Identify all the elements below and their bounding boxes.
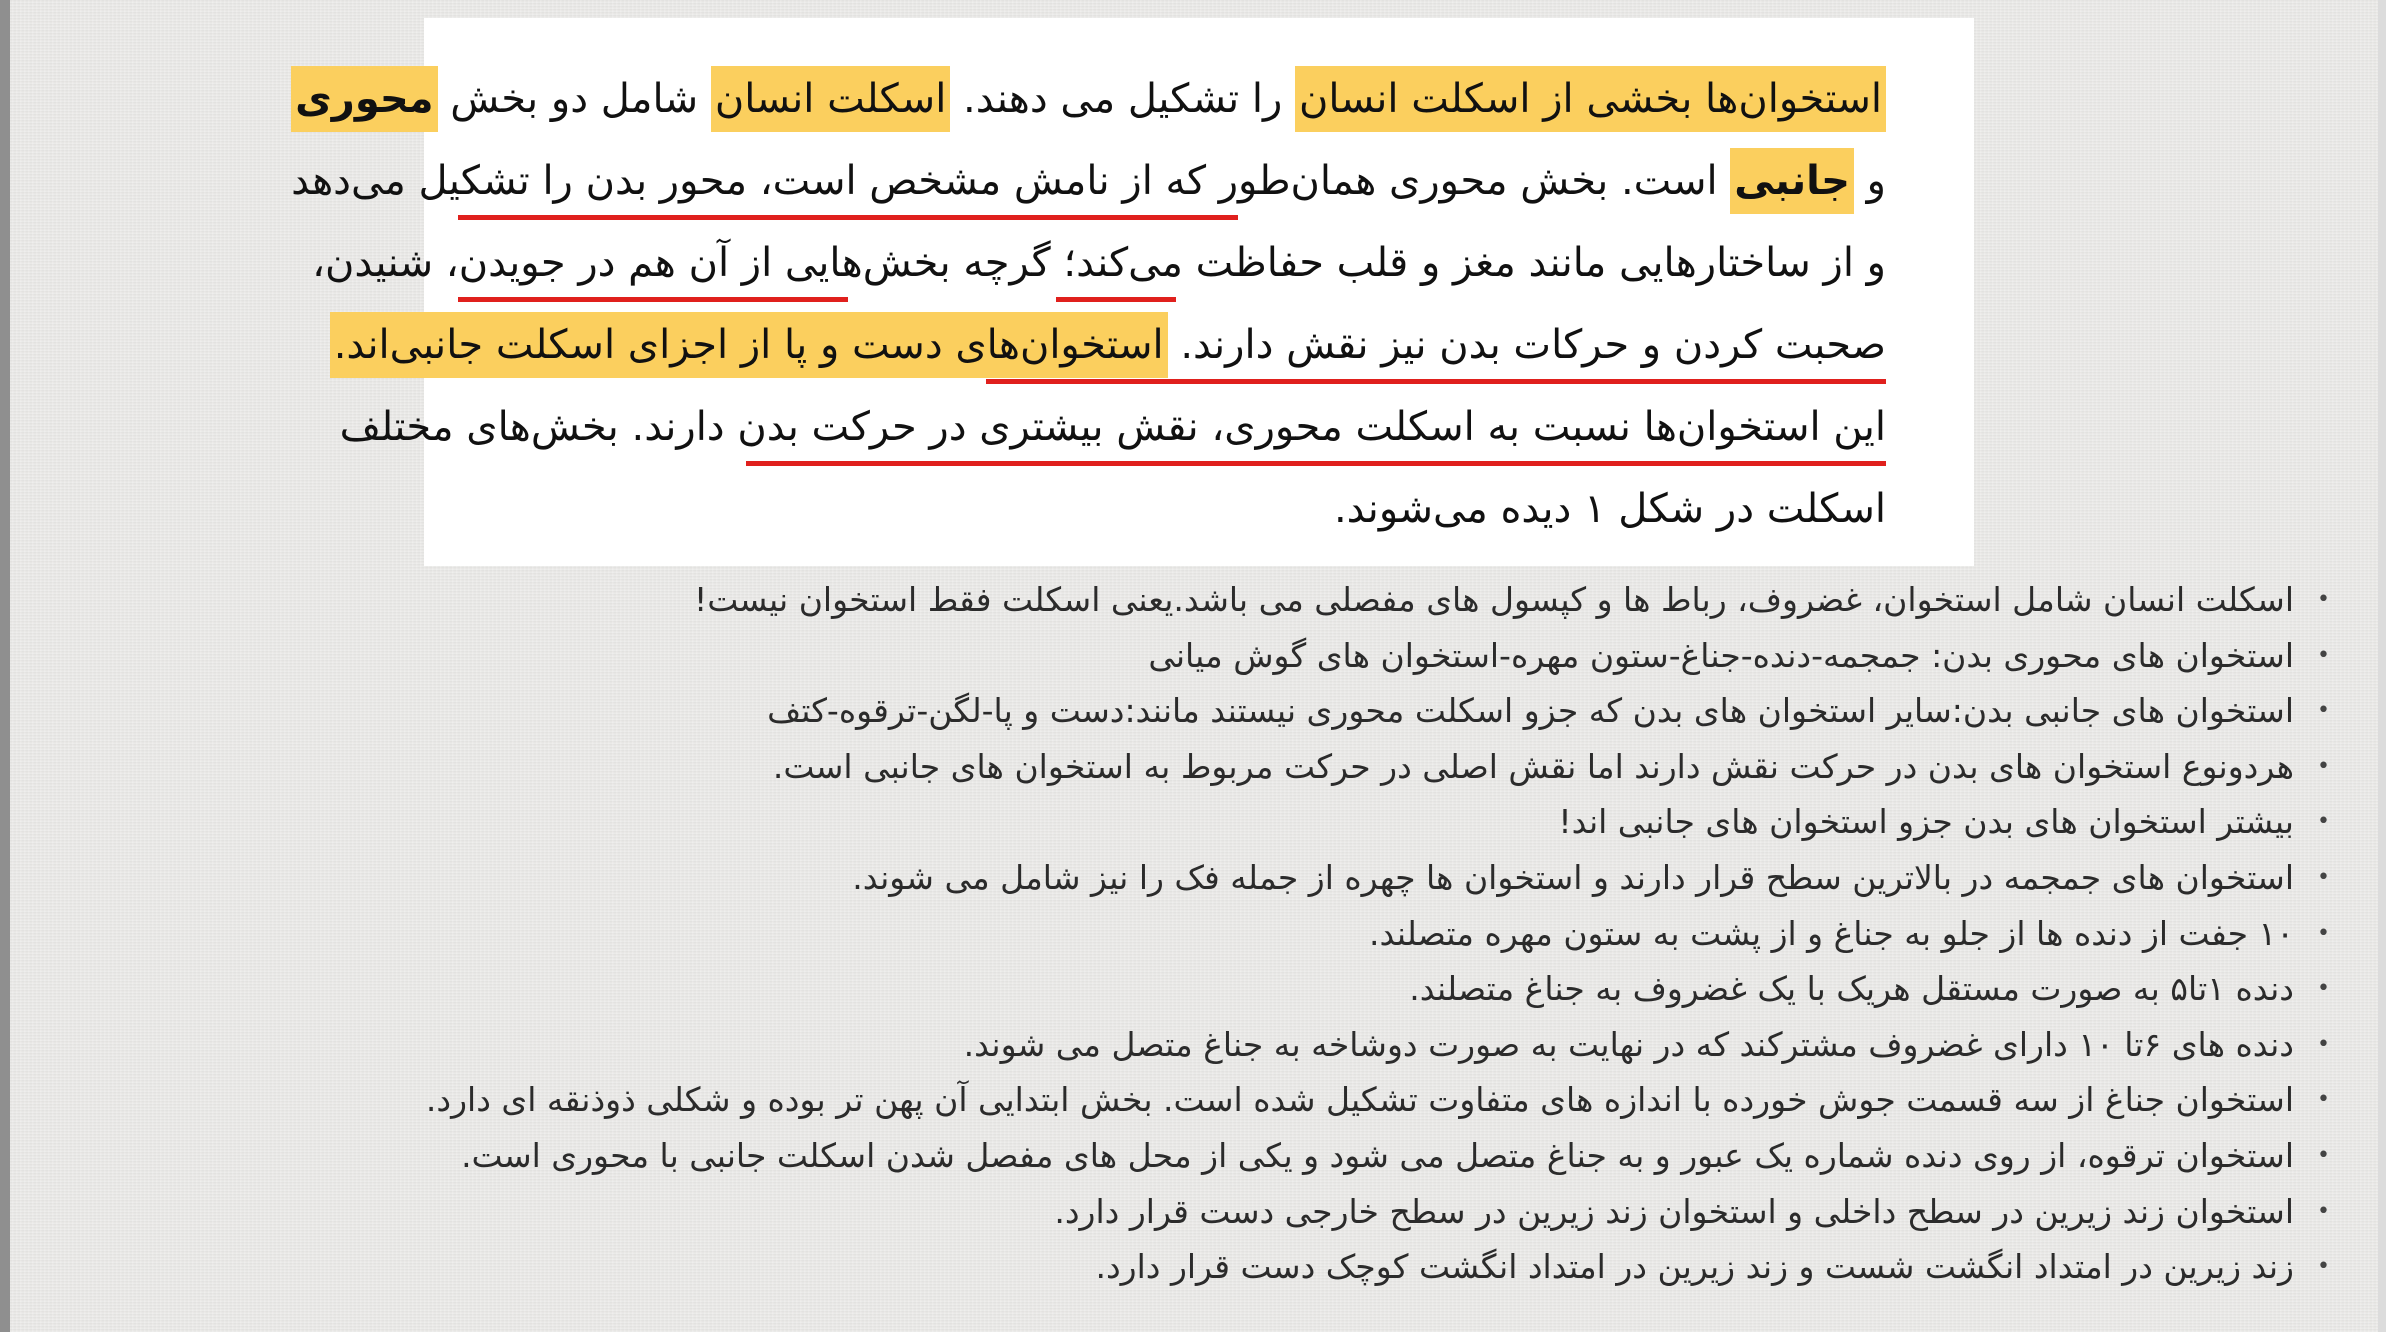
- red-underline: [1056, 297, 1176, 302]
- list-item: [200, 683, 2350, 739]
- excerpt-line-5-text: این استخوان‌ها نسبت به اسکلت محوری، نقش بیشتری در حرکت بدن دارند. بخش‌های مختلف: [339, 404, 1886, 450]
- bullet-icon: •: [2317, 587, 2330, 612]
- list-item-text: اسکلت انسان شامل استخوان، غضروف، رباط ها و کپسول های مفصلی می باشد.یعنی اسکلت فقط استخوان نیست!: [693, 580, 2294, 619]
- list-item-text: دنده های ۶تا ۱۰ دارای غضروف مشترکند که در نهایت به صورت دوشاخه به جناغ متصل می شوند.: [963, 1024, 2294, 1064]
- list-item: [200, 628, 2350, 684]
- highlight-axial-term: محوری: [291, 66, 437, 132]
- bullet-icon: •: [2317, 642, 2330, 668]
- bullet-icon: •: [2317, 920, 2330, 946]
- excerpt-text: شامل دو بخش: [437, 76, 711, 122]
- excerpt-line-6: [456, 468, 1886, 550]
- excerpt-line-2-text: [291, 140, 1886, 222]
- left-border: [0, 0, 10, 1332]
- list-item: [200, 1239, 2350, 1295]
- list-item-text: هردونوع استخوان های بدن در حرکت نقش دارند اما نقش اصلی در حرکت مربوط به استخوان های جانبی است.: [772, 746, 2294, 786]
- bullet-icon: •: [2317, 1031, 2330, 1057]
- bullet-icon: •: [2317, 1254, 2330, 1280]
- highlight-bones-part-of-skeleton: استخوان‌ها بخشی از اسکلت انسان: [1295, 66, 1886, 132]
- list-item-text: زند زیرین در امتداد انگشت شست و زند زیرین در امتداد انگشت کوچک دست قرار دارد.: [1095, 1247, 2294, 1287]
- bullet-list: [200, 572, 2350, 1295]
- list-item: [200, 850, 2350, 906]
- list-item-text: ۱۰ جفت از دنده ها از جلو به جناغ و از پشت به ستون مهره متصلند.: [1369, 913, 2294, 953]
- list-item-text: استخوان جناغ از سه قسمت جوش خورده با اندازه های متفاوت تشکیل شده است. بخش ابتدایی آن پهن تر بوده و شکلی ذوذنقه ای دارد.: [425, 1080, 2294, 1120]
- excerpt-text: و: [1853, 158, 1886, 204]
- list-item-text: استخوان های جانبی بدن:سایر استخوان های بدن که جزو اسکلت محوری نیستند مانند:دست و پا-لگن-ترقوه-کتف: [767, 691, 2294, 731]
- excerpt-line-2: [291, 140, 1886, 222]
- bullet-icon: •: [2317, 976, 2330, 1002]
- bullet-icon: •: [2317, 864, 2330, 890]
- excerpt-line-5: [339, 386, 1886, 468]
- excerpt-line-3-text: و از ساختارهایی مانند مغز و قلب حفاظت می‌کند؛ گرچه بخش‌هایی از آن هم در جویدن، شنیدن،: [312, 240, 1886, 286]
- list-item: [200, 739, 2350, 795]
- list-item: [200, 1017, 2350, 1073]
- list-item-text: بیشتر استخوان های بدن جزو استخوان های جانبی اند!: [1558, 802, 2294, 842]
- list-item: [200, 1128, 2350, 1184]
- bullet-icon: •: [2317, 809, 2330, 835]
- list-item: [200, 961, 2350, 1017]
- list-item-text: دنده ۱تا۵ به صورت مستقل هریک با یک غضروف به جناغ متصلند.: [1409, 969, 2294, 1009]
- excerpt-text: است. بخش محوری همان‌طور که از نامش مشخص است، محور بدن را تشکیل می‌دهد: [291, 158, 1731, 204]
- list-item: [200, 794, 2350, 850]
- red-underline: [458, 297, 848, 302]
- highlight-appendicular-term: جانبی: [1730, 148, 1854, 214]
- bullet-icon: •: [2317, 1142, 2330, 1168]
- excerpt-text: صحبت کردن و حرکات بدن نیز نقش دارند.: [1167, 322, 1886, 368]
- bullet-icon: •: [2317, 1087, 2330, 1113]
- bullet-icon: •: [2317, 1198, 2330, 1224]
- excerpt-line-4: [333, 304, 1886, 386]
- red-underline: [746, 461, 1886, 466]
- excerpt-text: را تشکیل می دهند.: [950, 76, 1296, 122]
- list-item-text: استخوان ترقوه، از روی دنده شماره یک عبور و به جناغ متصل می شود و یکی از محل های مفصل شدن اسکلت جانبی با محوری است.: [461, 1135, 2294, 1175]
- red-underline: [458, 215, 1238, 220]
- highlight-limb-bones: استخوان‌های دست و پا از اجزای اسکلت جانبی‌اند.: [330, 312, 1168, 378]
- list-item: [200, 1184, 2350, 1240]
- excerpt-line-1: [295, 58, 1886, 140]
- list-item-text: استخوان های محوری بدن: جمجمه-دنده-جناغ-ستون مهره-استخوان های گوش میانی: [1148, 635, 2294, 675]
- excerpt-line-1-text: [295, 58, 1886, 140]
- textbook-excerpt-card: [291, 18, 1974, 566]
- right-border: [2378, 0, 2386, 1332]
- bullet-icon: •: [2317, 753, 2330, 779]
- bullet-icon: •: [2317, 698, 2330, 724]
- list-item: [200, 572, 2350, 628]
- highlight-human-skeleton: اسکلت انسان: [711, 66, 950, 132]
- excerpt-line-3: [312, 222, 1886, 304]
- list-item-text: استخوان زند زیرین در سطح داخلی و استخوان زند زیرین در سطح خارجی دست قرار دارد.: [1054, 1191, 2294, 1231]
- excerpt-line-4-text: [333, 304, 1886, 386]
- red-underline: [986, 379, 1886, 384]
- excerpt-line-6-text: اسکلت در شکل ۱ دیده می‌شوند.: [1333, 486, 1886, 532]
- excerpt-lines: [291, 58, 1886, 550]
- list-item: [200, 906, 2350, 962]
- list-item: [200, 1072, 2350, 1128]
- list-item-text: استخوان های جمجمه در بالاترین سطح قرار دارند و استخوان ها چهره از جمله فک را نیز شامل می شوند.: [852, 857, 2294, 897]
